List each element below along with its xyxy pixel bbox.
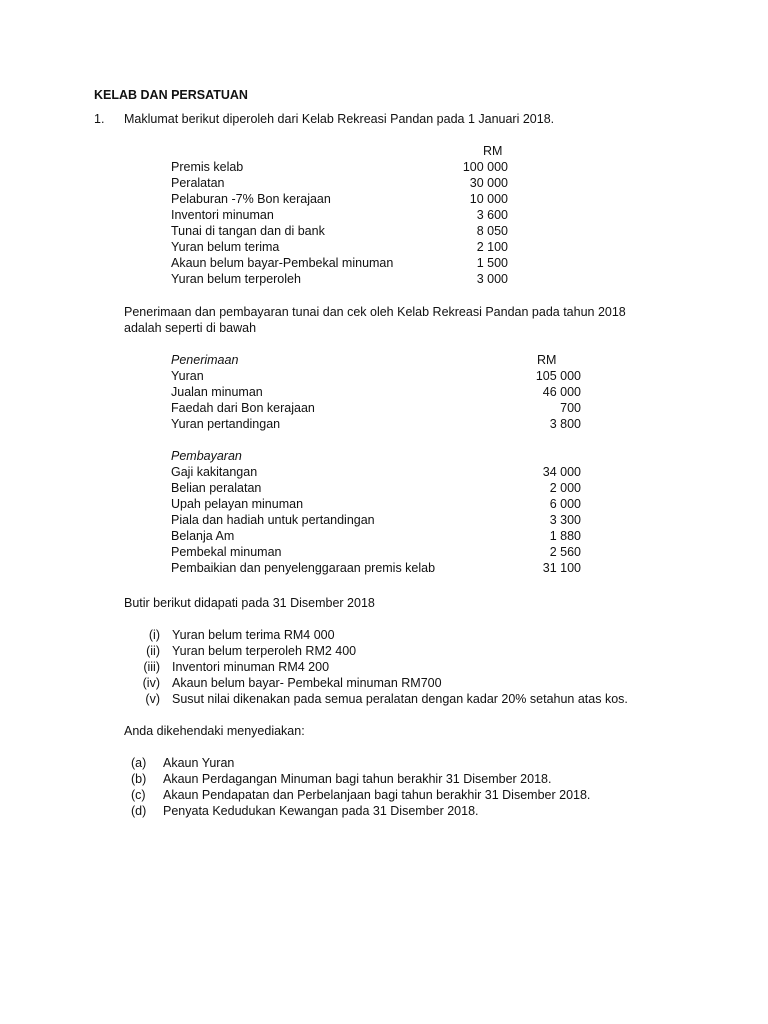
payment-amount: 2 000 (549, 481, 581, 495)
balance-label: Peralatan (171, 176, 225, 190)
adjustment-marker: (ii) (146, 644, 160, 658)
adjustment-marker: (i) (148, 628, 160, 642)
required-text: Penyata Kedudukan Kewangan pada 31 Disember 2018. (163, 804, 479, 818)
transactions-intro-line2: adalah seperti di bawah (124, 321, 257, 335)
required-text: Akaun Yuran (163, 756, 235, 770)
receipt-label: Yuran pertandingan (171, 417, 281, 431)
required-text: Akaun Perdagangan Minuman bagi tahun berakhir 31 Disember 2018. (163, 772, 552, 786)
payment-amount: 6 000 (549, 497, 581, 511)
payment-label: Belanja Am (171, 529, 235, 543)
receipt-label: Jualan minuman (171, 385, 263, 399)
transactions-intro-line1: Penerimaan dan pembayaran tunai dan cek oleh Kelab Rekreasi Pandan pada tahun 2018 (124, 305, 626, 319)
payment-amount: 3 300 (549, 513, 581, 527)
balance-label: Tunai di tangan dan di bank (171, 224, 325, 238)
payment-amount: 2 560 (549, 545, 581, 559)
receipts-heading: Penerimaan (171, 353, 239, 367)
adjustments-intro: Butir berikut didapati pada 31 Disember 2018 (124, 596, 375, 610)
receipt-label: Faedah dari Bon kerajaan (171, 401, 315, 415)
payment-label: Upah pelayan minuman (171, 497, 304, 511)
adjustment-text: Inventori minuman RM4 200 (172, 660, 330, 674)
receipt-label: Yuran (171, 369, 204, 383)
payments-heading: Pembayaran (171, 449, 242, 463)
balance-amount: 1 500 (476, 256, 508, 270)
adjustment-text: Susut nilai dikenakan pada semua peralatan dengan kadar 20% setahun atas kos. (172, 692, 628, 706)
adjustment-marker: (v) (145, 692, 160, 706)
payment-label: Pembekal minuman (171, 545, 282, 559)
receipt-amount: 3 800 (549, 417, 581, 431)
balance-amount: 3 600 (476, 208, 508, 222)
required-text: Akaun Pendapatan dan Perbelanjaan bagi tahun berakhir 31 Disember 2018. (163, 788, 591, 802)
balance-label: Inventori minuman (171, 208, 274, 222)
balance-amount: 100 000 (462, 160, 508, 174)
required-intro: Anda dikehendaki menyediakan: (124, 724, 305, 738)
payment-label: Piala dan hadiah untuk pertandingan (171, 513, 375, 527)
balance-amount: 8 050 (476, 224, 508, 238)
balance-amount: 3 000 (476, 272, 508, 286)
payment-amount: 31 100 (542, 561, 581, 575)
balance-label: Premis kelab (171, 160, 244, 174)
payment-label: Gaji kakitangan (171, 465, 258, 479)
payment-amount: 1 880 (549, 529, 581, 543)
balance-amount: 2 100 (476, 240, 508, 254)
adjustment-marker: (iii) (143, 660, 160, 674)
payment-label: Belian peralatan (171, 481, 262, 495)
receipts-header: RM (537, 353, 557, 367)
required-marker: (b) (131, 772, 147, 786)
question-number: 1. (94, 112, 105, 126)
receipt-amount: 46 000 (542, 385, 581, 399)
balance-amount: 30 000 (469, 176, 508, 190)
adjustment-marker: (iv) (142, 676, 160, 690)
balance-label: Yuran belum terperoleh (171, 272, 301, 286)
balance-label: Pelaburan -7% Bon kerajaan (171, 192, 331, 206)
balances-header: RM (483, 144, 503, 158)
balance-label: Yuran belum terima (171, 240, 280, 254)
receipt-amount: 700 (560, 401, 581, 415)
question-intro: Maklumat berikut diperoleh dari Kelab Rekreasi Pandan pada 1 Januari 2018. (124, 112, 555, 126)
balance-label: Akaun belum bayar-Pembekal minuman (171, 256, 394, 270)
adjustment-text: Yuran belum terperoleh RM2 400 (172, 644, 357, 658)
payment-label: Pembaikian dan penyelenggaraan premis kelab (171, 561, 436, 575)
balance-amount: 10 000 (469, 192, 508, 206)
adjustment-text: Akaun belum bayar- Pembekal minuman RM700 (172, 676, 442, 690)
adjustment-text: Yuran belum terima RM4 000 (172, 628, 335, 642)
receipt-amount: 105 000 (535, 369, 581, 383)
required-marker: (a) (131, 756, 147, 770)
required-marker: (c) (131, 788, 146, 802)
document-title: KELAB DAN PERSATUAN (94, 88, 248, 102)
required-marker: (d) (131, 804, 147, 818)
payment-amount: 34 000 (542, 465, 581, 479)
